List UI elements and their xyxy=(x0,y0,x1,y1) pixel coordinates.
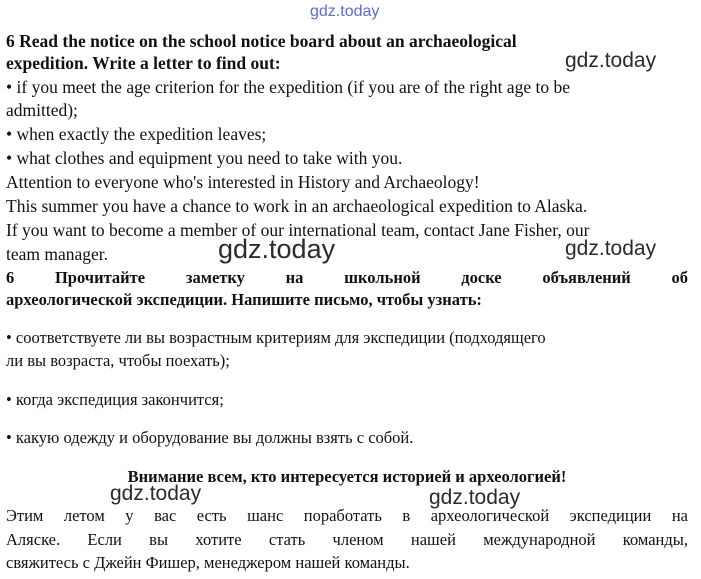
russian-bullet3: • какую одежду и оборудование вы должны взять с собой. xyxy=(6,428,414,447)
english-notice-line1: Attention to everyone who's interested in History and Archaeology! xyxy=(6,172,480,192)
russian-bullet2: • когда экспедиция закончится; xyxy=(6,390,224,409)
english-notice-line3: If you want to become a member of our international team, contact Jane Fisher, our xyxy=(6,220,590,240)
english-bullet1-line1: • if you meet the age criterion for the expedition (if you are of the right age to be xyxy=(6,77,570,97)
russian-bullet1-line2: ли вы возраста, чтобы поехать); xyxy=(6,351,230,370)
russian-notice-title: Внимание всем, кто интересуется историей и археологией! xyxy=(127,467,567,486)
english-notice-line2: This summer you have a chance to work in an archaeological expedition to Alaska. xyxy=(6,196,588,216)
watermark-center: gdz.today xyxy=(218,234,336,264)
russian-notice-line2: Аляске. Если вы хотите стать членом нашей международной команды, xyxy=(6,530,688,549)
russian-heading-line1: 6 Прочитайте заметку на школьной доске объявлений об xyxy=(6,268,688,287)
russian-notice-line3: свяжитесь с Джейн Фишер, менеджером нашей команды. xyxy=(6,553,410,572)
english-heading-line2: expedition. Write a letter to find out: xyxy=(6,53,281,73)
watermark-top: gdz.today xyxy=(310,3,380,20)
english-bullet1-line2: admitted); xyxy=(6,100,78,120)
english-bullet2: • when exactly the expedition leaves; xyxy=(6,124,267,144)
watermark-bottom-right: gdz.today xyxy=(429,486,521,509)
watermark-mid-right2: gdz.today xyxy=(565,237,657,260)
russian-notice-line1: Этим летом у вас есть шанс поработать в археологической экспедиции на xyxy=(6,506,688,525)
watermark-mid-right: gdz.today xyxy=(565,49,657,72)
english-heading-line1: 6 Read the notice on the school notice board about an archaeological xyxy=(6,31,517,51)
watermark-bottom-left: gdz.today xyxy=(110,482,202,505)
russian-bullet1-line1: • соответствуете ли вы возрастным критериям для экспедиции (подходящего xyxy=(6,328,546,347)
english-notice-line4: team manager. xyxy=(6,244,109,264)
english-bullet3: • what clothes and equipment you need to take with you. xyxy=(6,148,403,168)
russian-heading-line2: археологической экспедиции. Напишите письмо, чтобы узнать: xyxy=(6,290,482,309)
